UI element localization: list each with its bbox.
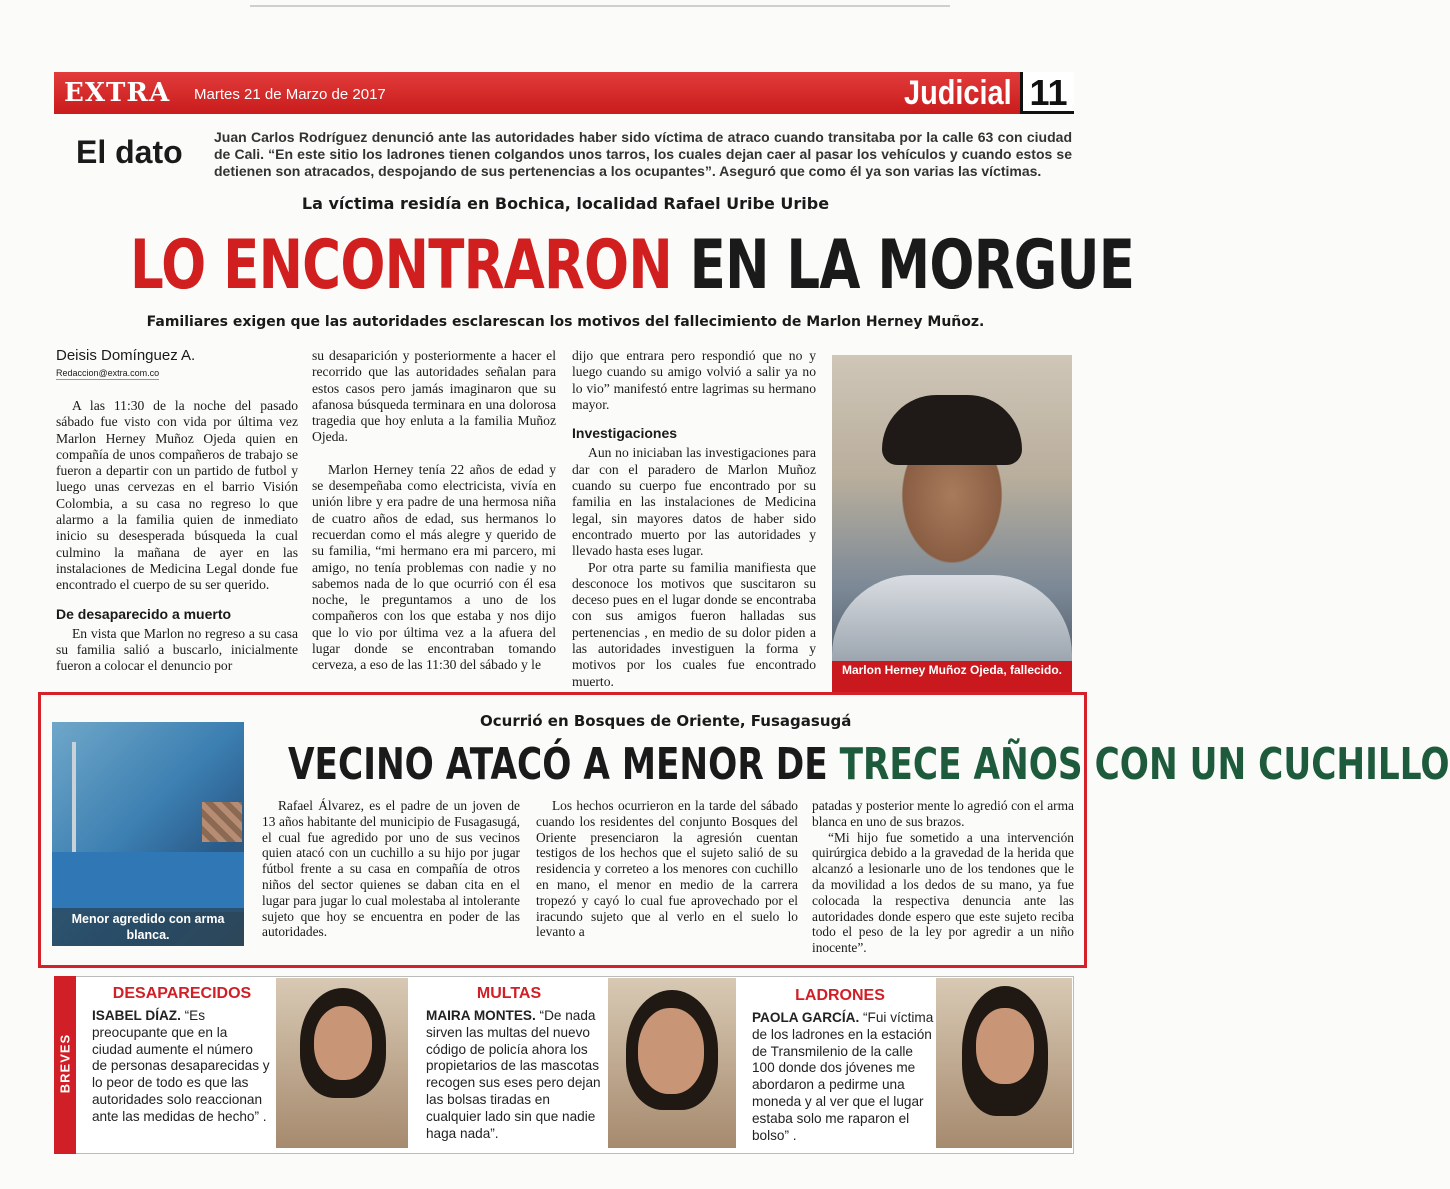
headline-dark-part: EN LA MORGUE bbox=[689, 226, 1135, 305]
dato-label: El dato bbox=[76, 134, 183, 170]
box-headline-green-part: TRECE AÑOS CON UN CUCHILLO bbox=[839, 739, 1450, 790]
main-kicker: La víctima residía en Bochica, localidad Rafael Uribe Uribe bbox=[301, 194, 830, 213]
photo-bed bbox=[52, 852, 244, 912]
subheading: Investigaciones bbox=[572, 425, 678, 442]
paragraph: dijo que entrara pero respondió que no y luego cuando su amigo volvió a salir ya no lo vio” manifestó entre lagrimas su hermano mayor. bbox=[572, 348, 816, 412]
paragraph: “Mi hijo fue sometido a una intervención quirúrgica debido a la gravedad de la herida que alcanzó a lesionarle uno de los tendones que le da movilidad a los dedos de su mano, ya fue colocada la respectiva denuncia ante las autoridades donde espero que este sujeto reciba todo el peso de la ley por agredir a un niño inocente”. bbox=[812, 829, 1074, 956]
paragraph: Rafael Álvarez, es el padre de un joven de 13 años habitante del municipio de Fusagasugá, el cual fue agredido por uno de sus vecinos quien atacó con un cuchillo a su hijo por jugar fútbol frente a su casa en compañía de otros niños del sector quienes se daban cita en el lugar para jugar lo cual molestaba al intolerante sujeto que hoy se encuentra en poder de las autoridades. bbox=[262, 798, 520, 940]
photo-shirt bbox=[832, 575, 1072, 665]
byline-email: Redaccion@extra.com.co bbox=[56, 368, 160, 378]
main-headline bbox=[130, 218, 1135, 314]
breve-name: ISABEL DÍAZ. bbox=[92, 1008, 181, 1023]
breve-portrait bbox=[936, 978, 1072, 1148]
main-column-2 bbox=[312, 348, 556, 693]
page-number: 11 bbox=[1020, 72, 1074, 114]
breve-text bbox=[426, 1008, 604, 1142]
main-column-3 bbox=[572, 348, 816, 693]
issue-date: Martes 21 de Marzo de 2017 bbox=[194, 86, 386, 103]
breve-portrait bbox=[276, 978, 408, 1148]
victim-photo-caption: Marlon Herney Muñoz Ojeda, fallecido. bbox=[832, 661, 1072, 695]
subheading: De desaparecido a muerto bbox=[56, 605, 232, 622]
breve-text bbox=[752, 1010, 934, 1144]
portrait-face bbox=[314, 1006, 372, 1080]
headline-red-part: LO ENCONTRARON bbox=[130, 226, 672, 305]
victim-photo bbox=[832, 355, 1072, 661]
main-column-1 bbox=[56, 398, 298, 693]
dato-text: Juan Carlos Rodríguez denunció ante las autoridades haber sido víctima de atraco cuando transitaba por la calle 63 con ciudad de Cali. “En este sitio los ladrones tienen colgandos unos tarros, los cuales dejan caer al pasar los vehículos y cuando estos se detienen son atracados, despojando de sus pertenencias a los ocupantes”. Aseguró que como él ya son varias las víctimas. bbox=[214, 129, 1072, 179]
newspaper-logo: EXTRA bbox=[64, 78, 171, 108]
breve-title: LADRONES bbox=[795, 987, 885, 1004]
paragraph: Marlon Herney tenía 22 años de edad y se desempeñaba como electricista, vivía en unión libre y era padre de una hermosa niña de cuatro años de edad, sus hermanos lo recuerdan como el más alegre y querido de su familia, “mi hermano era mi parcero, mi amigo, no tenía problemas con nadie y no sabemos nada de lo que ocurrió con él esa noche, le preguntamos a uno de los compañeros con los que estaba y nos dijo que lo vio por última vez a la afuera del lugar donde se encontraban tomando cerveza, a eso de las 11:30 del sábado y le bbox=[312, 461, 556, 673]
breve-quote: “Fui víctima de los ladrones en la estación de Transmilenio de la calle 100 donde dos jóvenes me abordaron a pedirme una moneda y al ver que el lugar estaba solo me raparon el bolso” . bbox=[752, 1010, 934, 1143]
paragraph: A las 11:30 de la noche del pasado sábado fue visto con vida por última vez Marlon Herney Muñoz Ojeda quien en compañía de unos compañeros de trabajo se fueron a departir con un partido de futbol y luego unas cervezas en el barrio Visión Colombia, a su casa no regreso lo que alarmo a la familia quien de inmediato inicio su desesperada búsqueda la cual culmino la mañana de ayer en las instalaciones de Medicina Legal donde fue encontrado el cuerpo de su ser querido. bbox=[56, 398, 298, 593]
box-column-3 bbox=[812, 798, 1074, 956]
breve-portrait bbox=[608, 978, 736, 1148]
portrait-face bbox=[976, 1008, 1034, 1084]
paragraph: En vista que Marlon no regreso a su casa su familia salió a buscarlo, inicialmente fueron a colocar el denuncio por bbox=[56, 625, 298, 674]
paragraph: patadas y posterior mente lo agredió con el arma blanca en uno de sus brazos. bbox=[812, 798, 1074, 829]
breve-quote: “De nada sirven las multas del nuevo código de policía ahora los propietarios de las mascotas recogen sus eses pero dejan las bolsas tiradas en cualquier lado sin que nadie haga nada”. bbox=[426, 1008, 601, 1141]
breve-quote: “Es preocupante que en la ciudad aumente el número de personas desaparecidas y lo peor de todo es que las autoridades solo reaccionan ante las medidas de hecho” . bbox=[92, 1008, 270, 1124]
breve-name: PAOLA GARCÍA. bbox=[752, 1010, 860, 1025]
paragraph: Los hechos ocurrieron en la tarde del sábado cuando los residentes del conjunto Bosques del Oriente presenciaron la agresión cuentan testigos de los hechos que el sujeto salió de su residencia y correteo a los menores con cuchillo en mano, el menor en medio de la carrera tropezó y cayó lo cual fue aprovechado por el iracundo sujeto que al verlo en el suelo lo levanto a bbox=[536, 798, 798, 940]
photo-hair bbox=[882, 395, 1022, 465]
paragraph: su desaparición y posteriormente a hacer el recorrido que las autoridades señalan para estos casos pero jamás imaginaron que su afanosa búsqueda terminara en una dolorosa tragedia que hoy enluta a la familia Muñoz Ojeda. bbox=[312, 348, 556, 445]
photo-pixelation bbox=[202, 802, 242, 842]
box-kicker: Ocurrió en Bosques de Oriente, Fusagasugá bbox=[480, 712, 852, 730]
breve-title: MULTAS bbox=[476, 985, 542, 1002]
paragraph: Aun no iniciaban las investigaciones para dar con el paradero de Marlon Muñoz cuando su cuerpo fue encontrado por su familia en las instalaciones de Medicina legal, sin mayores datos de haber sido encontrado muerto por las autoridades y llevado hasta eses lugar. bbox=[572, 445, 816, 559]
portrait-face bbox=[638, 1008, 704, 1094]
box-headline-dark-part: VECINO ATACÓ A MENOR DE bbox=[288, 739, 840, 790]
section-name: Judicial bbox=[904, 74, 1012, 112]
box-headline bbox=[288, 738, 1450, 792]
injured-minor-caption: Menor agredido con arma blanca. bbox=[52, 908, 244, 946]
paragraph: Por otra parte su familia manifiesta que desconoce los motivos que suscitaron su deceso pues en el lugar donde se encontraba con sus amigos fueron halladas sus pertenencias , en medio de su dolor piden a las autoridades investiguen la forma y motivos por los cuales fue encontrado muerto. bbox=[572, 559, 816, 689]
breve-name: MAIRA MONTES. bbox=[426, 1008, 536, 1023]
breve-title: DESAPARECIDOS bbox=[112, 985, 252, 1002]
top-rule bbox=[250, 5, 950, 7]
breves-tab-label: BREVES bbox=[57, 1033, 73, 1094]
page-header bbox=[54, 72, 1074, 114]
breve-text bbox=[92, 1008, 270, 1126]
breves-tab bbox=[54, 976, 76, 1154]
main-subhead: Familiares exigen que las autoridades esclarescan los motivos del fallecimiento de Marlon Herney Muñoz. bbox=[146, 314, 985, 330]
box-column-1 bbox=[262, 798, 520, 940]
box-column-2 bbox=[536, 798, 798, 940]
byline: Deisis Domínguez A. bbox=[56, 347, 196, 364]
